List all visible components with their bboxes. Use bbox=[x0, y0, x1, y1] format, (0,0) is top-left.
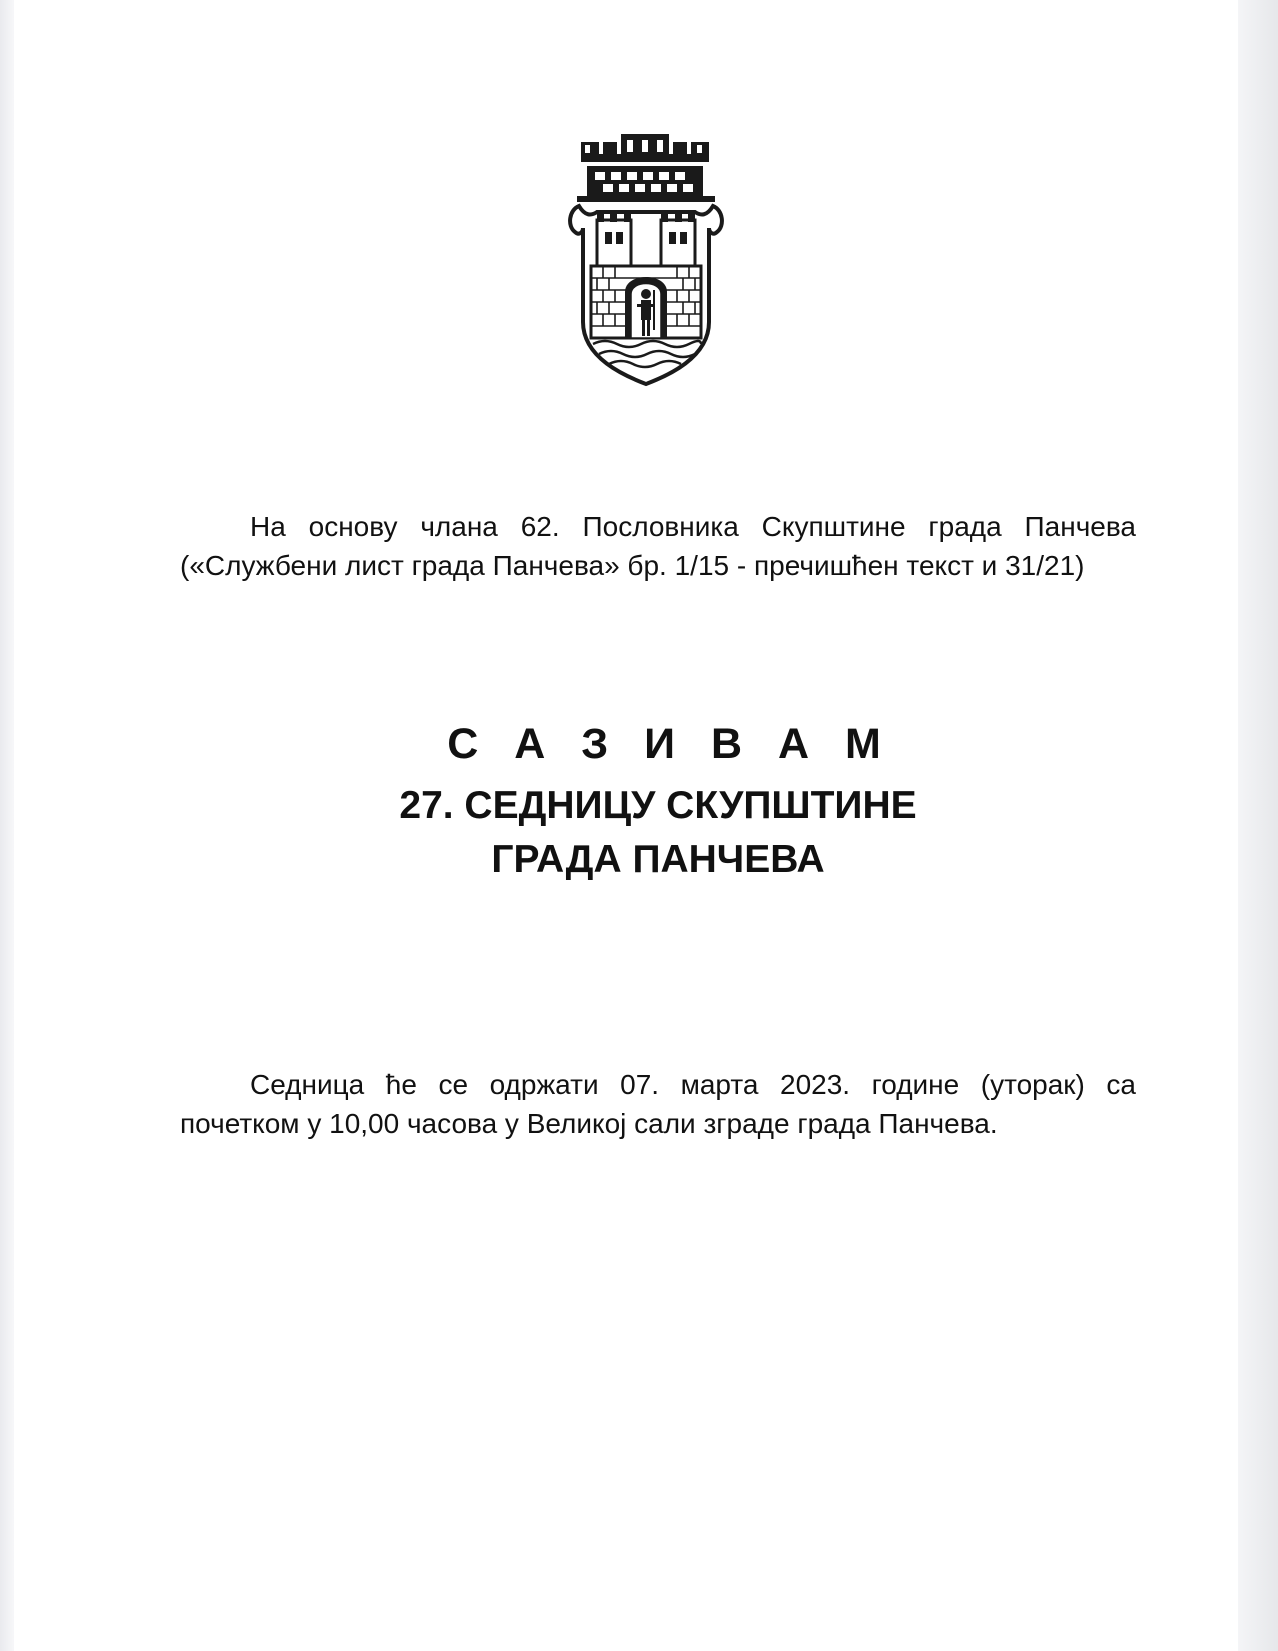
pancevo-coat-of-arms-icon bbox=[565, 132, 727, 388]
session-title-line-2: ГРАДА ПАНЧЕВА bbox=[491, 838, 825, 881]
legal-basis-paragraph bbox=[180, 507, 1136, 585]
session-details-paragraph bbox=[180, 1065, 1136, 1143]
session-details-text: Седница ће се одржати 07. марта 2023. године (уторак) са почетком у 10,00 часова у Великој сали зграде града Панчева. bbox=[180, 1069, 1136, 1139]
convene-heading: С А З И В А М bbox=[447, 720, 893, 768]
session-title-line-1: 27. СЕДНИЦУ СКУПШТИНЕ bbox=[399, 784, 917, 827]
legal-basis-text: На основу члана 62. Пословника Скупштине града Панчева («Службени лист града Панчева» бр. 1/15 - пречишћен текст и 31/21) bbox=[180, 511, 1136, 581]
